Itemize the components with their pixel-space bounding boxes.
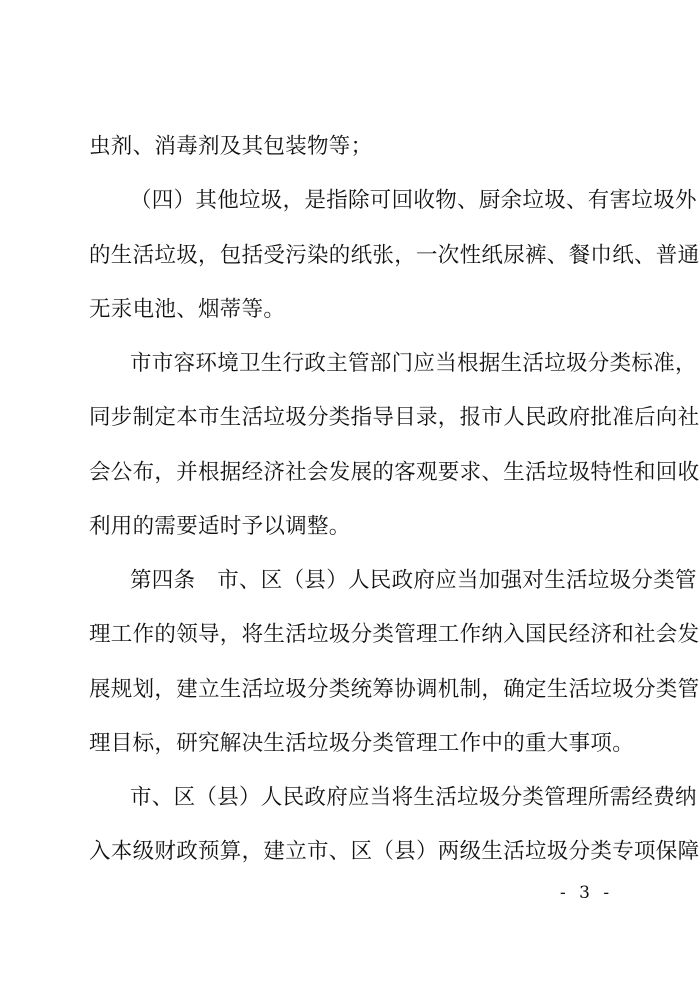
text-line-9: 第四条 市、区（县）人民政府应当加强对生活垃圾分类管 (130, 568, 697, 593)
text-line-14: 入本级财政预算，建立市、区（县）两级生活垃圾分类专项保障 (89, 839, 700, 864)
text-line-2: （四）其他垃圾，是指除可回收物、厨余垃圾、有害垃圾外 (130, 188, 697, 213)
page-number: - 3 - (560, 883, 614, 903)
text-line-7: 会公布，并根据经济社会发展的客观要求、生活垃圾特性和回收 (89, 460, 700, 485)
text-line-3: 的生活垃圾，包括受污染的纸张，一次性纸尿裤、餐巾纸、普通 (89, 243, 700, 268)
text-line-12: 理目标，研究解决生活垃圾分类管理工作中的重大事项。 (89, 731, 635, 756)
text-line-1: 虫剂、消毒剂及其包装物等； (89, 134, 373, 159)
text-line-8: 利用的需要适时予以调整。 (89, 514, 351, 539)
text-line-5: 市市容环境卫生行政主管部门应当根据生活垃圾分类标准， (130, 351, 697, 376)
text-line-6: 同步制定本市生活垃圾分类指导目录，报市人民政府批准后向社 (89, 405, 700, 430)
text-line-4: 无汞电池、烟蒂等。 (89, 297, 286, 322)
text-line-11: 展规划，建立生活垃圾分类统筹协调机制，确定生活垃圾分类管 (89, 677, 700, 702)
text-line-10: 理工作的领导，将生活垃圾分类管理工作纳入国民经济和社会发 (89, 622, 700, 647)
text-line-13: 市、区（县）人民政府应当将生活垃圾分类管理所需经费纳 (130, 785, 697, 810)
